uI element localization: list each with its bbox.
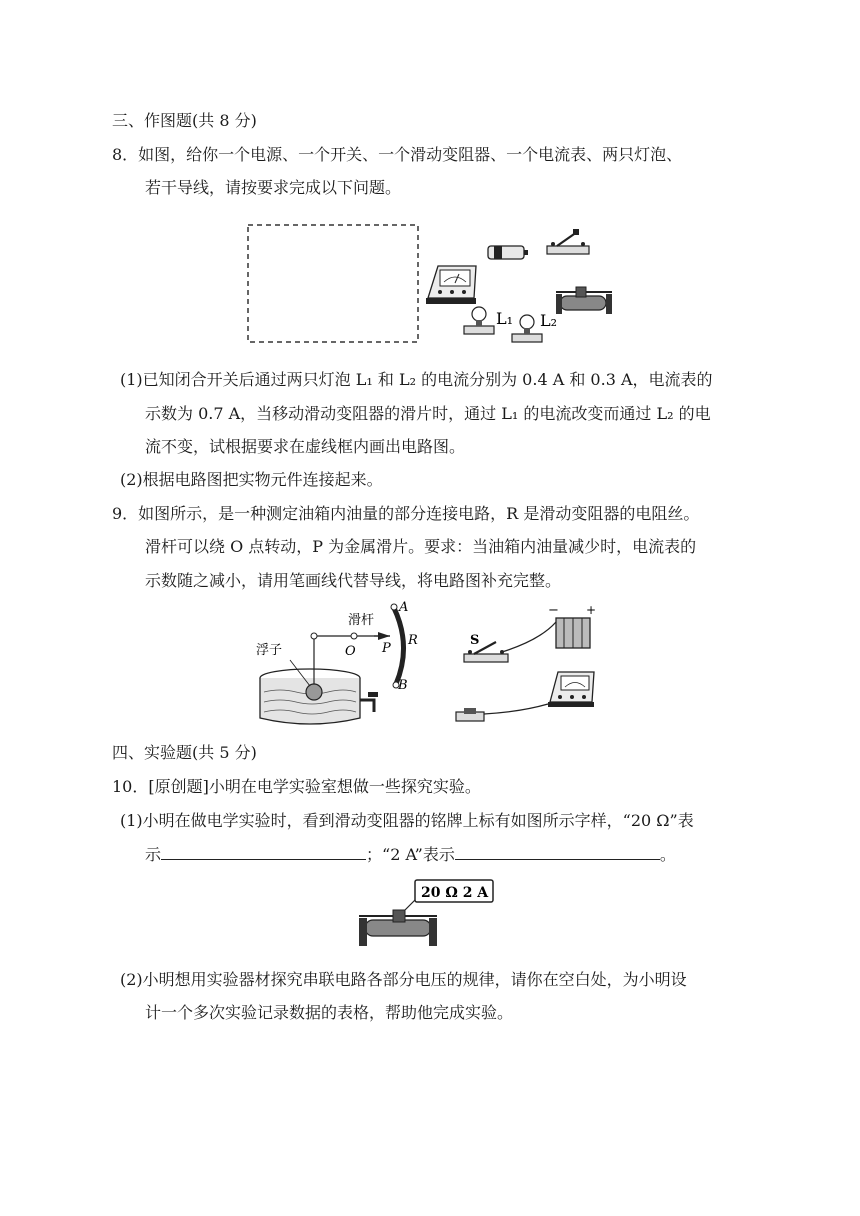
switch-s-label: S — [470, 633, 480, 648]
q9-stem-line1: 9．如图所示，是一种测定油箱内油量的部分连接电路，R 是滑动变阻器的电阻丝。 — [112, 504, 700, 523]
q8-stem-line2: 若干导线，请按要求完成以下问题。 — [145, 178, 402, 197]
slider-p-label: P — [382, 641, 391, 656]
q9-figure — [250, 600, 610, 730]
q10-part1-text-a: 示 — [145, 845, 162, 864]
q8-stem-line1: 8．如图，给你一个电源、一个开关、一个滑动变阻器、一个电流表、两只灯泡、 — [112, 145, 683, 164]
q10-part1-text-b: ；“2 A”表示 — [366, 845, 455, 864]
ammeter-icon — [548, 672, 594, 707]
q10-part1-line2 — [145, 845, 676, 865]
rheostat-icon — [556, 287, 612, 314]
pivot-o-label: O — [345, 644, 356, 659]
battery-minus-label: − — [548, 603, 559, 618]
battery-icon — [488, 246, 528, 259]
point-a-label: A — [399, 600, 409, 615]
answer-blank-1[interactable] — [161, 845, 366, 860]
bulb-l1-label: L₁ — [496, 309, 514, 328]
bulb-l1-icon — [464, 307, 494, 334]
bulb-l2-label: L₂ — [540, 311, 558, 330]
section-heading-experiment: 四、实验题(共 5 分) — [112, 743, 257, 762]
q10-part2-line2: 计一个多次实验记录数据的表格，帮助他完成实验。 — [145, 1003, 514, 1022]
q10-figure — [355, 878, 505, 950]
circuit-drawing-box — [248, 225, 418, 342]
ammeter-icon — [426, 266, 476, 304]
answer-blank-2[interactable] — [455, 845, 660, 860]
q10-part1-text-c: 。 — [659, 845, 676, 864]
q10-part1-line1: (1)小明在做电学实验时，看到滑动变阻器的铭牌上标有如图所示字样，“20 Ω”表 — [120, 811, 694, 830]
q9-stem-line3: 示数随之减小，请用笔画线代替导线，将电路图补充完整。 — [145, 571, 562, 590]
bulb-l2-icon — [512, 315, 542, 342]
terminal-block-icon — [456, 708, 484, 721]
q8-part1-line1: (1)已知闭合开关后通过两只灯泡 L₁ 和 L₂ 的电流分别为 0.4 A 和 0.3 A，电流表的 — [120, 370, 713, 389]
q10-stem: 10．[原创题]小明在电学实验室想做一些探究实验。 — [112, 777, 481, 796]
battery-plus-label: + — [586, 603, 597, 617]
point-b-label: B — [398, 678, 408, 693]
q9-stem-line2: 滑杆可以绕 O 点转动，P 为金属滑片。要求：当油箱内油量减少时，电流表的 — [145, 537, 697, 556]
battery-pack-icon — [556, 618, 590, 648]
rheostat-icon — [359, 910, 437, 946]
float-icon — [306, 684, 322, 700]
q8-figure — [240, 218, 620, 348]
section-heading-drawing: 三、作图题(共 8 分) — [112, 111, 257, 130]
switch-icon — [547, 229, 589, 254]
q8-part2: (2)根据电路图把实物元件连接起来。 — [120, 470, 383, 489]
q8-part1-line2: 示数为 0.7 A，当移动滑动变阻器的滑片时，通过 L₁ 的电流改变而通过 L₂ 的电 — [145, 404, 711, 423]
q10-part2-line1: (2)小明想用实验器材探究串联电路各部分电压的规律，请你在空白处，为小明设 — [120, 970, 687, 989]
nameplate-text: 20 Ω 2 A — [421, 885, 489, 901]
rod-label: 滑杆 — [348, 613, 375, 628]
float-label: 浮子 — [256, 643, 283, 658]
resistor-r-label: R — [408, 633, 418, 648]
q8-part1-line3: 流不变，试根据要求在虚线框内画出电路图。 — [145, 437, 466, 456]
